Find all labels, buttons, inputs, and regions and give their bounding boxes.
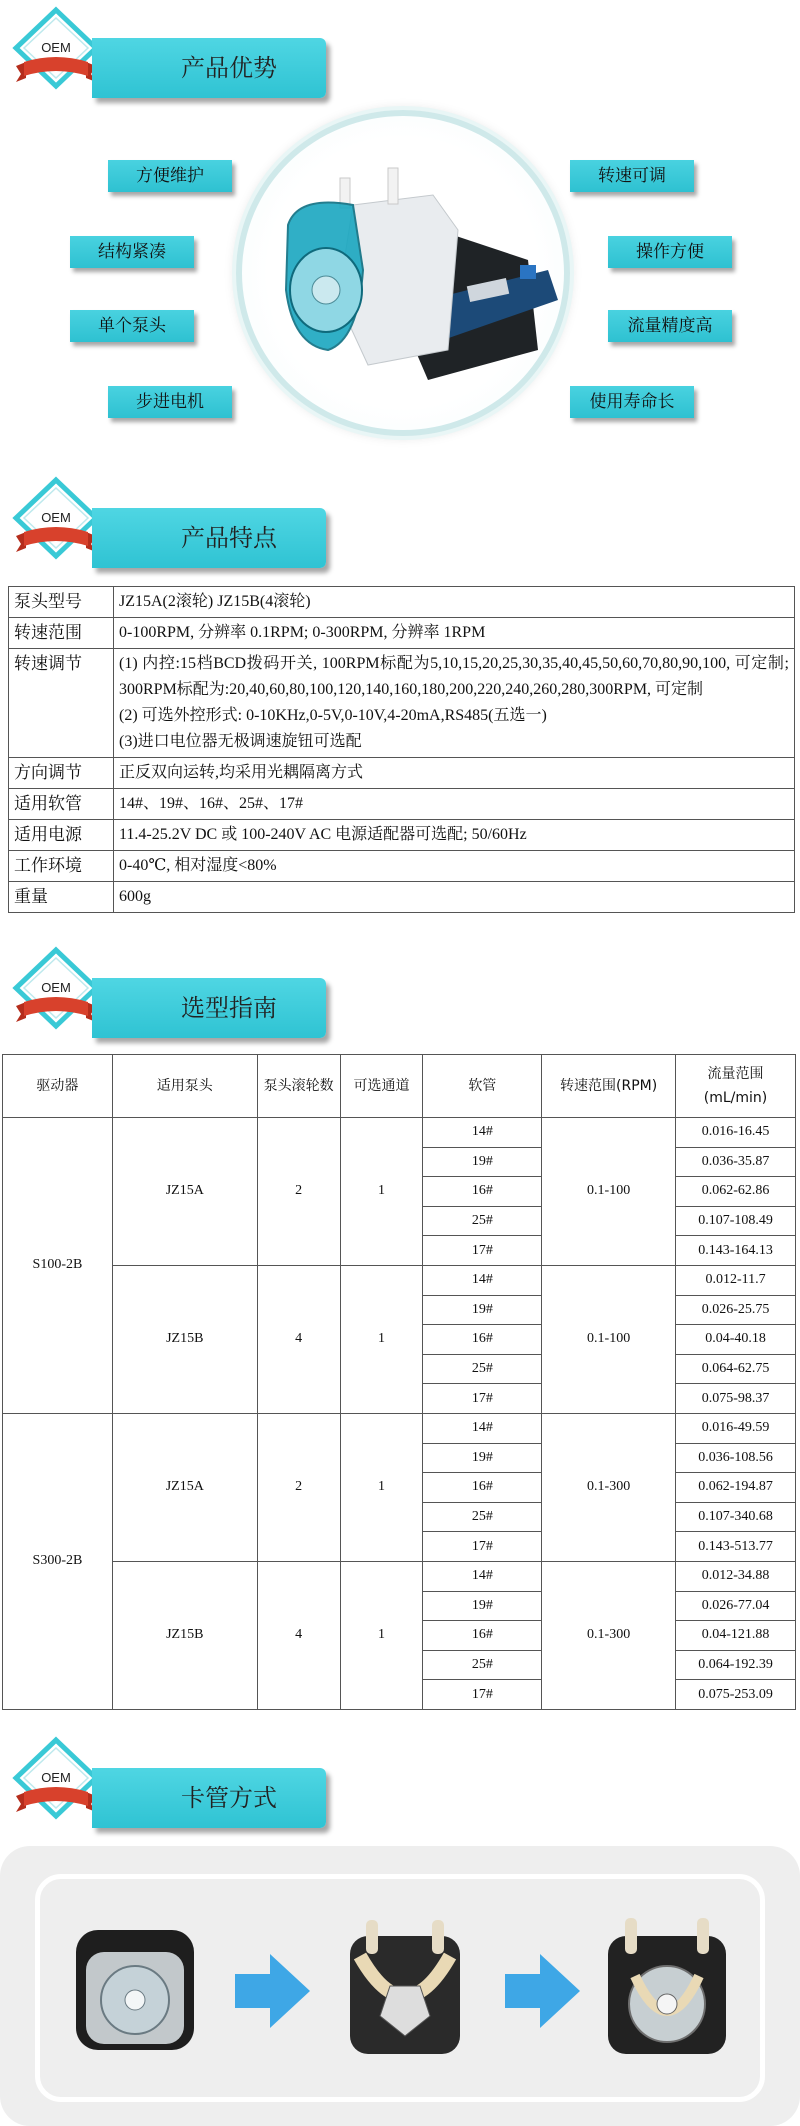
column-header: 可选通道 (340, 1055, 423, 1118)
arrow-icon (235, 1954, 310, 2028)
spec-value (114, 851, 795, 882)
section-header-guide (0, 940, 800, 1050)
spec-value-line: 11.4-25.2V DC 或 100-240V AC 电源适配器可选配; 50/60Hz (119, 826, 527, 843)
spec-row (9, 820, 795, 851)
table-row (3, 1413, 796, 1443)
spec-key: 转速范围 (9, 618, 114, 649)
flow-range-cell: 0.143-513.77 (676, 1532, 796, 1562)
tube-cell: 25# (423, 1650, 542, 1680)
spec-row (9, 618, 795, 649)
table-row (3, 1118, 796, 1148)
feature-tag: 转速可调 (570, 160, 694, 192)
oem-label: OEM (41, 1770, 71, 1785)
flow-range-cell: 0.036-108.56 (676, 1443, 796, 1473)
tube-cell: 16# (423, 1177, 542, 1207)
tube-cell: 25# (423, 1502, 542, 1532)
flow-range-cell: 0.107-340.68 (676, 1502, 796, 1532)
tube-cell: 14# (423, 1118, 542, 1148)
tube-cell: 16# (423, 1325, 542, 1355)
spec-value (114, 758, 795, 789)
flow-range-cell: 0.026-77.04 (676, 1591, 796, 1621)
spec-value (114, 587, 795, 618)
spec-key: 工作环境 (9, 851, 114, 882)
driver-cell: S100-2B (3, 1118, 113, 1414)
tube-cell: 19# (423, 1591, 542, 1621)
hero-section (0, 110, 800, 440)
table-row (3, 1265, 796, 1295)
flow-range-cell: 0.064-62.75 (676, 1354, 796, 1384)
oem-badge-icon (10, 4, 102, 96)
spec-key: 转速调节 (9, 649, 114, 758)
pump-head-installed-image (608, 1918, 726, 2054)
flow-range-cell: 0.107-108.49 (676, 1206, 796, 1236)
flow-range-cell: 0.04-121.88 (676, 1621, 796, 1651)
channels-cell: 1 (340, 1413, 423, 1561)
pump-head-cell: JZ15A (112, 1413, 257, 1561)
spec-value-line: 14#、19#、16#、25#、17# (119, 795, 304, 812)
rollers-cell: 4 (257, 1561, 340, 1709)
flow-range-cell: 0.075-98.37 (676, 1384, 796, 1414)
section-header-advantages (0, 0, 800, 110)
oem-label: OEM (41, 980, 71, 995)
column-header: 驱动器 (3, 1055, 113, 1118)
pump-head-cell: JZ15B (112, 1561, 257, 1709)
flow-range-cell: 0.064-192.39 (676, 1650, 796, 1680)
flow-range-cell: 0.075-253.09 (676, 1680, 796, 1710)
flow-range-cell: 0.016-49.59 (676, 1413, 796, 1443)
tube-cell: 19# (423, 1147, 542, 1177)
section-header-clamp (0, 1730, 800, 1840)
feature-tag: 方便维护 (108, 160, 232, 192)
spec-value-line: 0-100RPM, 分辨率 0.1RPM; 0-300RPM, 分辨率 1RPM (119, 624, 486, 641)
column-header: 流量范围(mL/min) (676, 1055, 796, 1118)
tube-cell: 14# (423, 1265, 542, 1295)
flow-range-cell: 0.036-35.87 (676, 1147, 796, 1177)
pump-product-image (258, 150, 558, 400)
table-row (3, 1561, 796, 1591)
spec-value-line: (3)进口电位器无极调速旋钮可选配 (119, 733, 362, 750)
oem-badge-icon (10, 944, 102, 1036)
spec-value (114, 882, 795, 913)
channels-cell: 1 (340, 1265, 423, 1413)
channels-cell: 1 (340, 1561, 423, 1709)
flow-range-cell: 0.012-11.7 (676, 1265, 796, 1295)
spec-row (9, 851, 795, 882)
tube-cell: 17# (423, 1680, 542, 1710)
spec-row (9, 789, 795, 820)
section-title: 产品特点 (92, 508, 326, 568)
tube-cell: 14# (423, 1561, 542, 1591)
speed-range-cell: 0.1-100 (542, 1118, 676, 1266)
spec-value-line: (1) 内控:15档BCD拨码开关, 100RPM标配为5,10,15,20,25,30,35,40,45,50,60,70,80,90,100, 可定制; 300RPM标配为:20,40,60,80,100,120,140,160,180,200,220,240,260,280,300RPM, 可定制 (119, 655, 789, 698)
tube-cell: 19# (423, 1443, 542, 1473)
spec-value (114, 649, 795, 758)
rollers-cell: 4 (257, 1265, 340, 1413)
column-header: 软管 (423, 1055, 542, 1118)
clamp-steps-illustration (60, 1916, 740, 2066)
flow-range-cell: 0.062-62.86 (676, 1177, 796, 1207)
tube-cell: 14# (423, 1413, 542, 1443)
spec-row (9, 758, 795, 789)
pump-head-cell: JZ15A (112, 1118, 257, 1266)
speed-range-cell: 0.1-100 (542, 1265, 676, 1413)
spec-value (114, 618, 795, 649)
spec-key: 方向调节 (9, 758, 114, 789)
rollers-cell: 2 (257, 1118, 340, 1266)
spec-key: 适用电源 (9, 820, 114, 851)
oem-label: OEM (41, 40, 71, 55)
spec-value (114, 820, 795, 851)
flow-range-cell: 0.012-34.88 (676, 1561, 796, 1591)
spec-row (9, 587, 795, 618)
tube-cell: 19# (423, 1295, 542, 1325)
section-title: 卡管方式 (92, 1768, 326, 1828)
speed-range-cell: 0.1-300 (542, 1561, 676, 1709)
tube-cell: 16# (423, 1473, 542, 1503)
spec-value (114, 789, 795, 820)
flow-range-cell: 0.143-164.13 (676, 1236, 796, 1266)
tube-cell: 17# (423, 1236, 542, 1266)
speed-range-cell: 0.1-300 (542, 1413, 676, 1561)
column-header: 泵头滚轮数 (257, 1055, 340, 1118)
oem-label: OEM (41, 510, 71, 525)
feature-tag: 使用寿命长 (570, 386, 694, 418)
section-title: 产品优势 (92, 38, 326, 98)
column-header: 适用泵头 (112, 1055, 257, 1118)
section-header-features (0, 470, 800, 580)
tube-cell: 17# (423, 1384, 542, 1414)
section-title: 选型指南 (92, 978, 326, 1038)
arrow-icon (505, 1954, 580, 2028)
tube-cell: 25# (423, 1354, 542, 1384)
feature-tag: 步进电机 (108, 386, 232, 418)
pump-head-cell: JZ15B (112, 1265, 257, 1413)
spec-row (9, 882, 795, 913)
spec-table (8, 586, 795, 913)
oem-badge-icon (10, 474, 102, 566)
flow-range-cell: 0.016-16.45 (676, 1118, 796, 1148)
tube-cell: 25# (423, 1206, 542, 1236)
spec-row (9, 649, 795, 758)
feature-tag: 流量精度高 (608, 310, 732, 342)
selection-guide-table (2, 1054, 796, 1710)
spec-value-line: 600g (119, 888, 151, 905)
feature-tag: 单个泵头 (70, 310, 194, 342)
spec-key: 重量 (9, 882, 114, 913)
pump-head-open-image (350, 1920, 460, 2054)
flow-range-cell: 0.062-194.87 (676, 1473, 796, 1503)
spec-value-line: 0-40℃, 相对湿度<80% (119, 857, 277, 874)
spec-value-line: JZ15A(2滚轮) JZ15B(4滚轮) (119, 593, 311, 610)
spec-key: 适用软管 (9, 789, 114, 820)
feature-tag: 操作方便 (608, 236, 732, 268)
channels-cell: 1 (340, 1118, 423, 1266)
driver-cell: S300-2B (3, 1413, 113, 1709)
rollers-cell: 2 (257, 1413, 340, 1561)
feature-tag: 结构紧凑 (70, 236, 194, 268)
clamp-steps-panel (0, 1846, 800, 2126)
tube-cell: 17# (423, 1532, 542, 1562)
spec-value-line: (2) 可选外控形式: 0-10KHz,0-5V,0-10V,4-20mA,RS485(五选一) (119, 707, 547, 724)
flow-range-cell: 0.026-25.75 (676, 1295, 796, 1325)
flow-range-cell: 0.04-40.18 (676, 1325, 796, 1355)
column-header: 转速范围(RPM) (542, 1055, 676, 1118)
pump-head-closed-image (76, 1930, 194, 2050)
tube-cell: 16# (423, 1621, 542, 1651)
oem-badge-icon (10, 1734, 102, 1826)
spec-key: 泵头型号 (9, 587, 114, 618)
spec-value-line: 正反双向运转,均采用光耦隔离方式 (119, 764, 364, 781)
